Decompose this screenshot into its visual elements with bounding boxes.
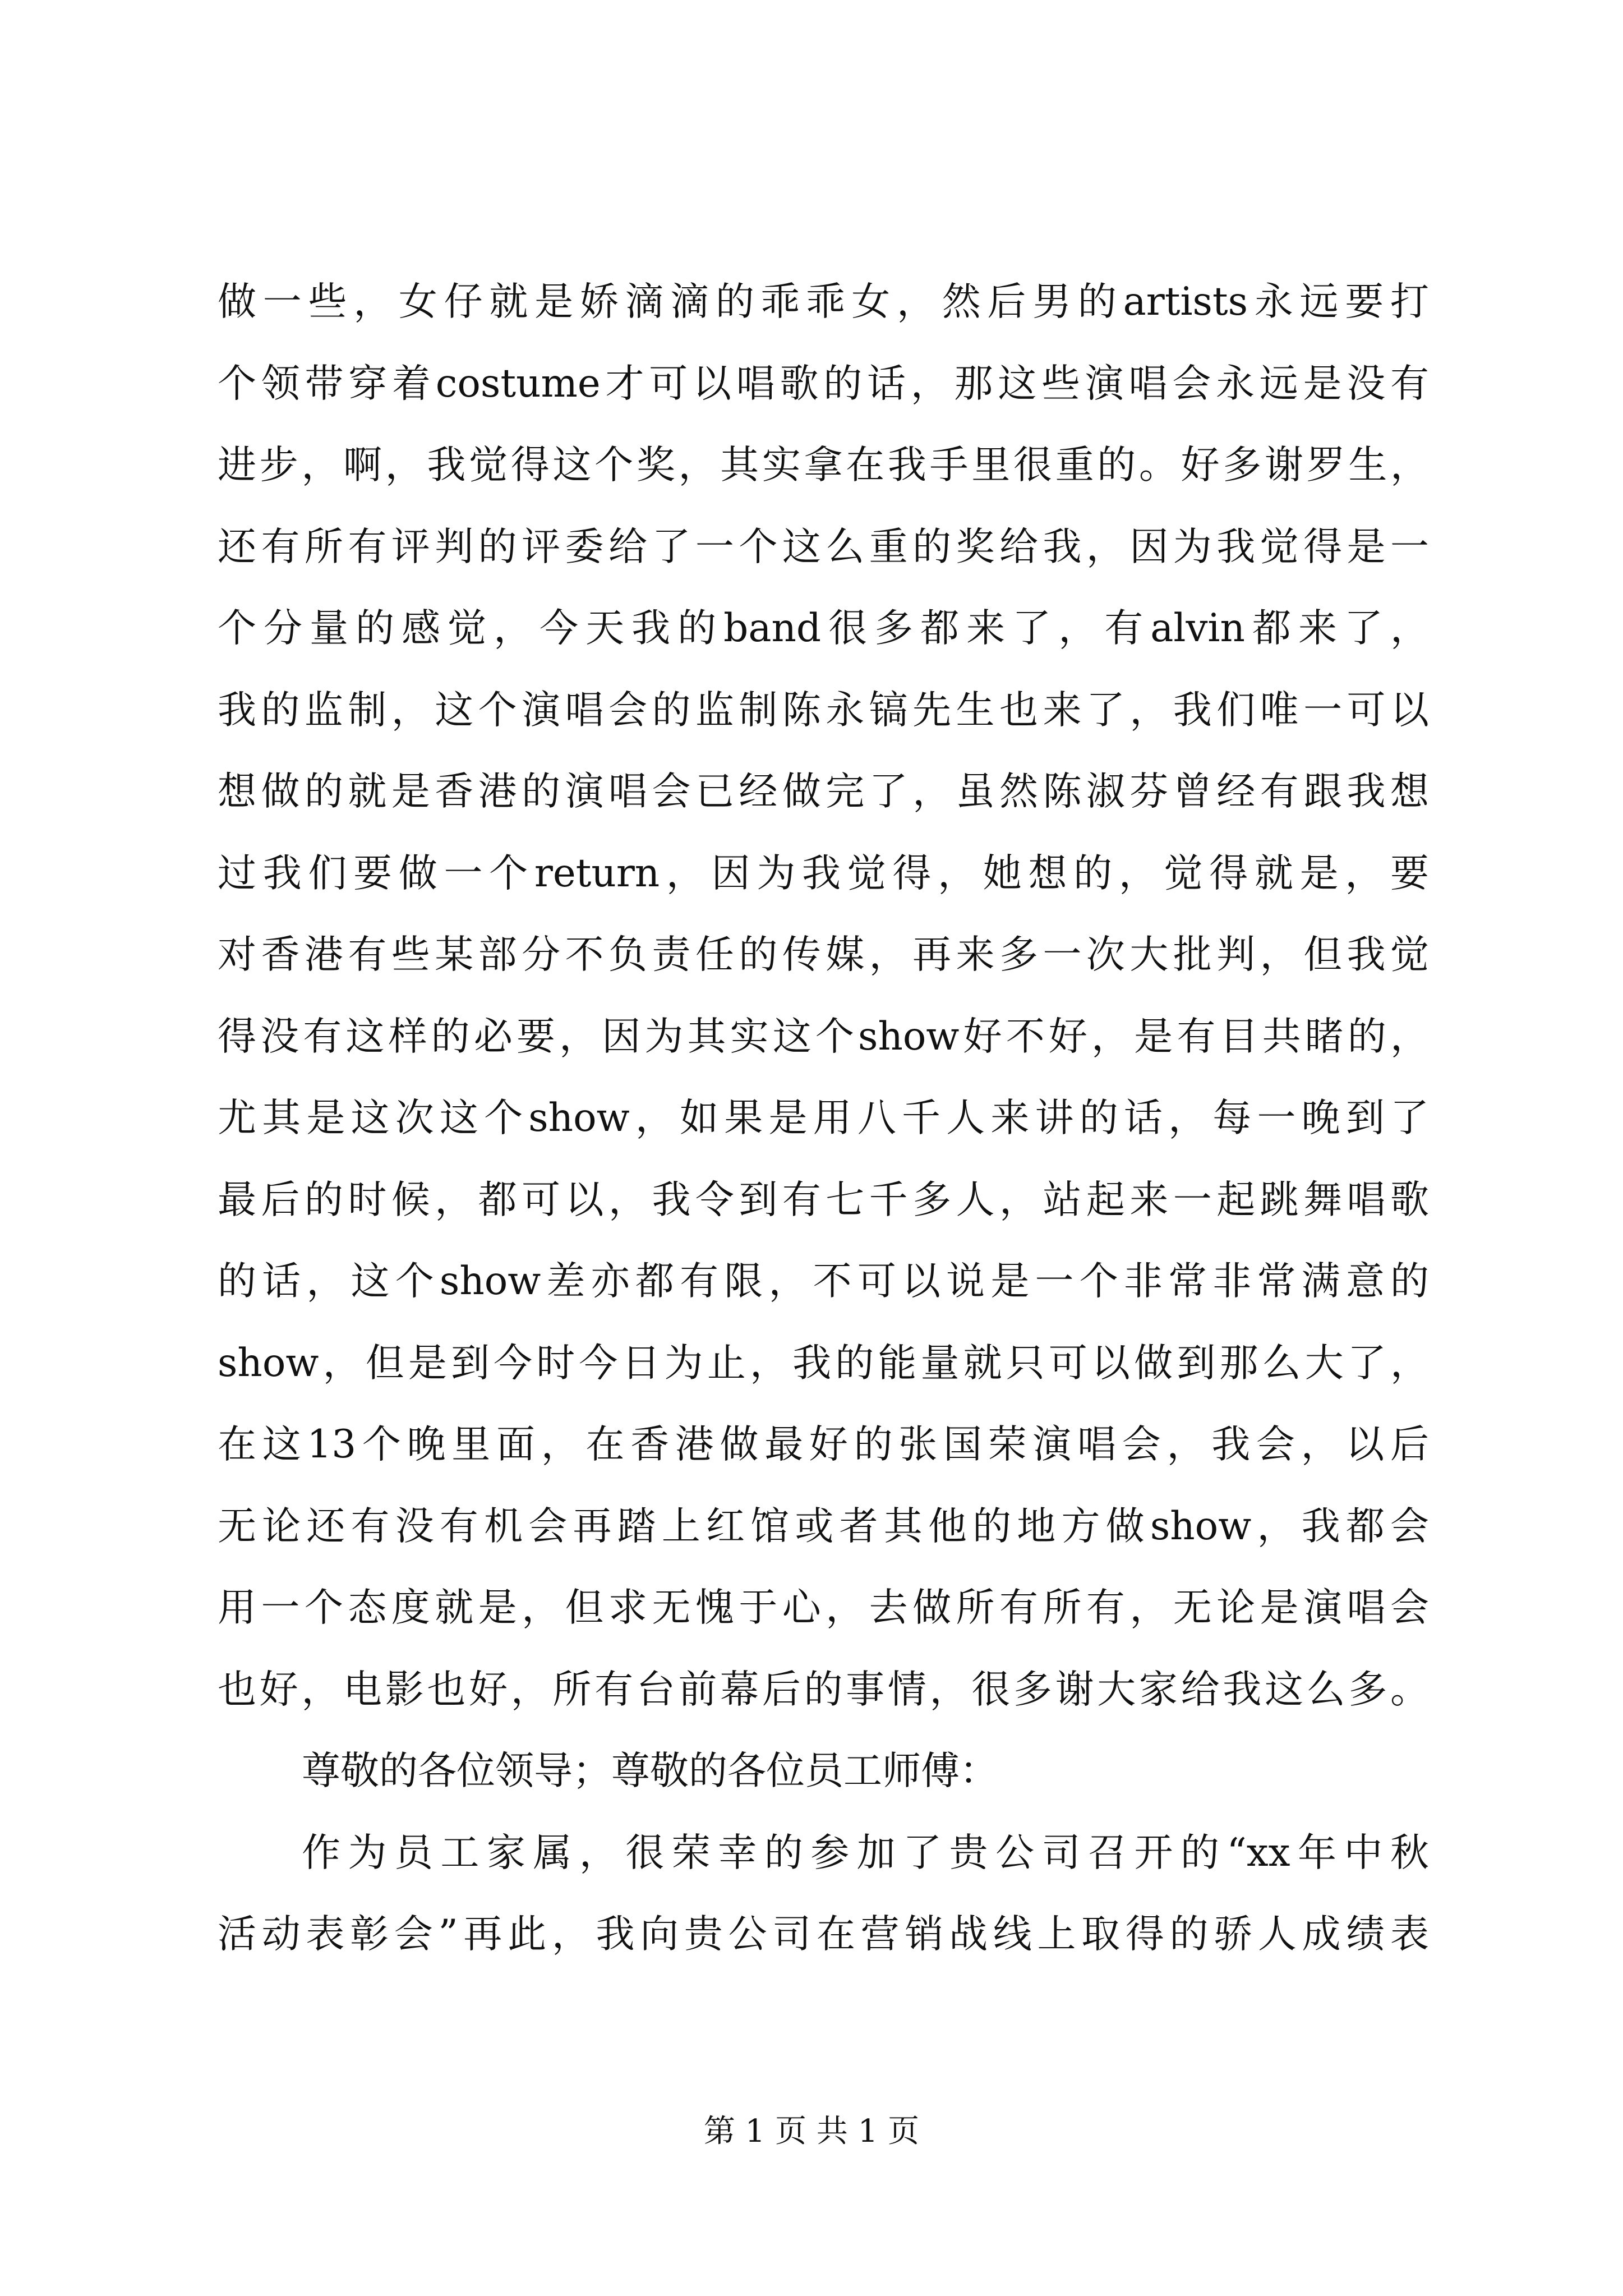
text-line: show，但是到今时今日为止，我的能量就只可以做到那么大了， — [218, 1340, 1429, 1386]
text-line: 无论还有没有机会再踏上红馆或者其他的地方做show，我都会 — [218, 1503, 1429, 1549]
text-line: 在这13个晚里面，在香港做最好的张国荣演唱会，我会，以后 — [218, 1422, 1429, 1467]
text-line: 活动表彰会”再此，我向贵公司在营销战线上取得的骄人成绩表 — [218, 1912, 1429, 1957]
text-line: 用一个态度就是，但求无愧于心，去做所有所有，无论是演唱会 — [218, 1585, 1429, 1630]
text-line: 想做的就是香港的演唱会已经做完了，虽然陈淑芬曾经有跟我想 — [218, 769, 1429, 814]
paragraph-first-line: 作为员工家属，很荣幸的参加了贵公司召开的“xx年中秋 — [302, 1830, 1429, 1875]
body-text — [218, 261, 1429, 1976]
text-line: 进步，啊，我觉得这个奖，其实拿在我手里很重的。好多谢罗生， — [218, 443, 1429, 487]
text-line: 得没有这样的必要，因为其实这个show好不好，是有目共睹的， — [218, 1014, 1429, 1059]
salutation-line: 尊敬的各位领导；尊敬的各位员工师傅： — [302, 1749, 998, 1793]
text-line: 尤其是这次这个show，如果是用八千人来讲的话，每一晚到了 — [218, 1096, 1429, 1140]
text-line: 最后的时候，都可以，我令到有七千多人，站起来一起跳舞唱歌 — [218, 1177, 1429, 1222]
text-line: 对香港有些某部分不负责任的传媒，再来多一次大批判，但我觉 — [218, 932, 1429, 977]
text-line: 过我们要做一个return，因为我觉得，她想的，觉得就是，要 — [218, 850, 1429, 896]
text-line: 个领带穿着costume才可以唱歌的话，那这些演唱会永远是没有 — [218, 361, 1429, 406]
text-line: 也好，电影也好，所有台前幕后的事情，很多谢大家给我这么多。 — [218, 1667, 1429, 1712]
text-line: 的话，这个show差亦都有限，不可以说是一个非常非常满意的 — [218, 1259, 1429, 1304]
text-line: 还有所有评判的评委给了一个这么重的奖给我，因为我觉得是一 — [218, 524, 1429, 569]
text-line: 做一些，女仔就是娇滴滴的乖乖女，然后男的artists永远要打 — [218, 279, 1429, 324]
text-line: 个分量的感觉，今天我的band很多都来了，有alvin都来了， — [218, 606, 1429, 651]
page-footer: 第 1 页 共 1 页 — [703, 2113, 920, 2150]
text-line: 我的监制，这个演唱会的监制陈永镐先生也来了，我们唯一可以 — [218, 687, 1429, 733]
